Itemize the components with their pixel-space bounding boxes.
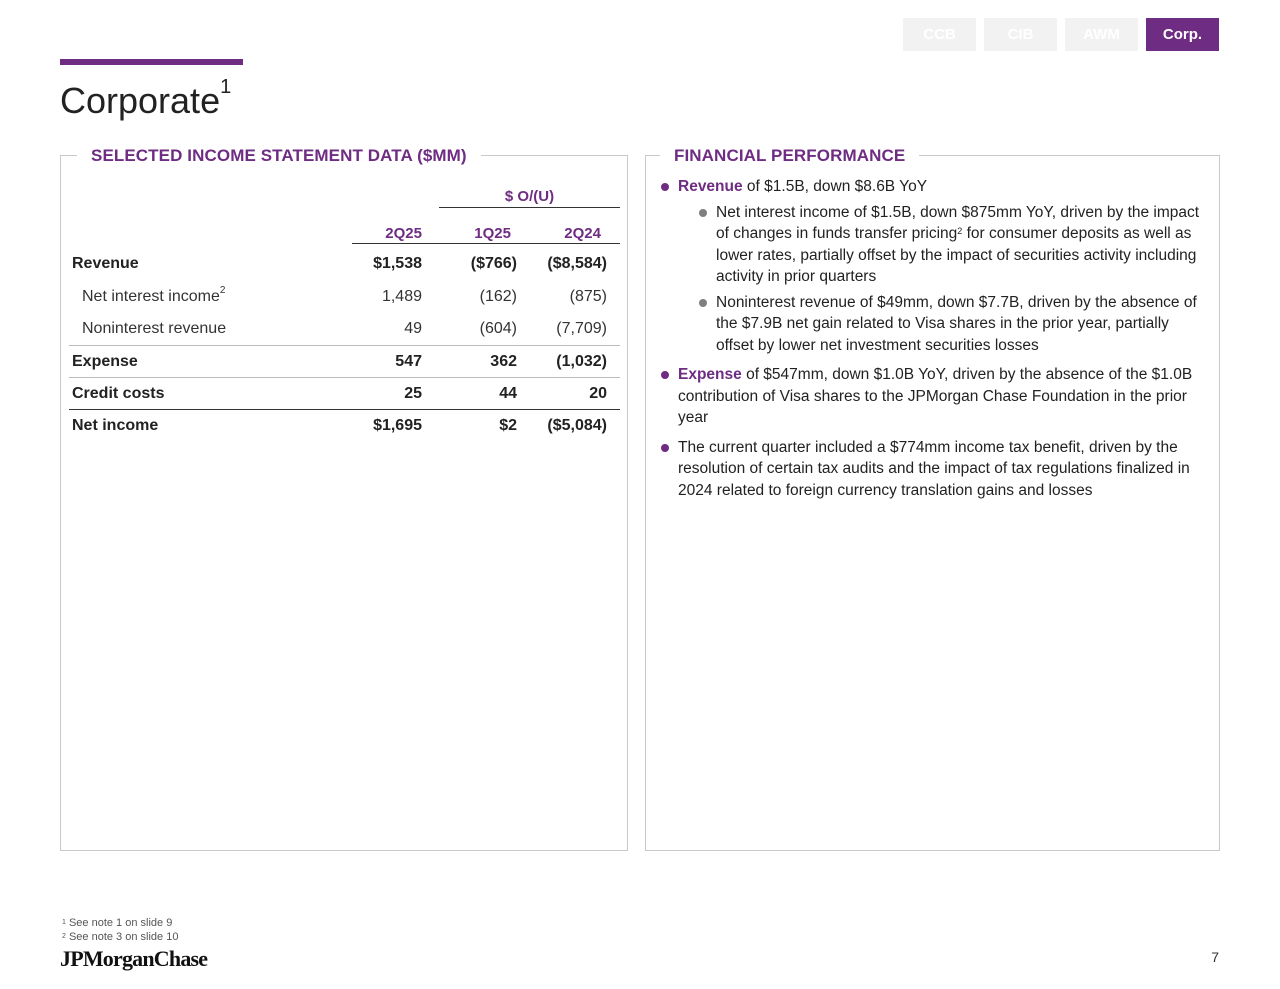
- row-label: Revenue: [72, 255, 139, 272]
- sub-bullet-noninterest-revenue: Noninterest revenue of $49mm, down $7.7B, driven by the absence of the $7.9B net gain related to Visa shares in the prior year, partially offset by lower net investment securities losses: [678, 292, 1210, 357]
- cell-2q25: $1,538: [373, 255, 422, 272]
- row-footnote-ref: 2: [219, 285, 226, 296]
- bullet-text: The current quarter included a $774mm income tax benefit, driven by the resolution of certain tax audits and the impact of tax regulations finalized in 2024 related to foreign currency translation gains and losses: [678, 438, 1190, 499]
- bullet-expense: [658, 364, 1210, 429]
- bullet-emphasis: Expense: [678, 366, 742, 383]
- footnote-2: [62, 930, 178, 944]
- page-title-footnote-ref: 1: [220, 76, 232, 98]
- sub-bullet-text-b: for consumer deposits as well as lower rates, partially offset by the impact of securities activity including activity in prior quarters: [716, 225, 1197, 285]
- footnote-1: [62, 916, 178, 930]
- cell-2q25: 25: [404, 385, 422, 402]
- cell-2q25: 49: [404, 320, 422, 337]
- cell-2q24: (7,709): [556, 320, 607, 337]
- segment-nav: [903, 18, 1219, 51]
- table-row-revenue: [69, 248, 620, 280]
- jpmorganchase-logo: JPMorganChase: [60, 946, 208, 971]
- row-label: Net income: [72, 417, 159, 434]
- table-row-credit-costs: [69, 377, 620, 409]
- sub-bullet-text-a: Net interest income of $1.5B, down $875mm YoY, driven by the impact of changes in funds transfer pricing: [716, 203, 1200, 242]
- tab-corp[interactable]: Corp.: [1146, 18, 1219, 51]
- tab-awm[interactable]: AWM: [1065, 18, 1138, 51]
- page-title: [60, 76, 232, 122]
- over-under-header: $ O/(U): [439, 188, 620, 208]
- table-row-noninterest-revenue: [69, 313, 620, 345]
- page-number: 7: [1211, 949, 1219, 965]
- row-label: Expense: [72, 353, 138, 370]
- bullet-tax-benefit: [658, 437, 1210, 502]
- row-label: Noninterest revenue: [82, 320, 227, 337]
- cell-2q24: (1,032): [556, 353, 607, 370]
- cell-1q25: 44: [499, 385, 517, 402]
- income-statement-heading: SELECTED INCOME STATEMENT DATA ($MM): [77, 146, 481, 166]
- cell-2q24: (875): [569, 288, 607, 305]
- row-label: Credit costs: [72, 385, 165, 402]
- footnote-marker: 1: [62, 919, 66, 926]
- performance-bullets: [658, 176, 1210, 509]
- cell-1q25: (604): [479, 320, 517, 337]
- footnotes: [62, 916, 178, 944]
- page-title-text: Corporate: [60, 80, 221, 121]
- tab-cib[interactable]: CIB: [984, 18, 1057, 51]
- cell-2q25: $1,695: [373, 417, 422, 434]
- income-statement-panel: [60, 146, 628, 851]
- cell-2q25: 1,489: [381, 288, 422, 305]
- bullet-revenue: [658, 176, 1210, 356]
- footnote-marker: 2: [62, 933, 66, 940]
- column-header-rule: [352, 243, 620, 244]
- financial-performance-heading: FINANCIAL PERFORMANCE: [660, 146, 919, 166]
- footnote-text: See note 3 on slide 10: [65, 931, 179, 943]
- column-header-2q25: 2Q25: [385, 225, 422, 242]
- cell-1q25: ($766): [470, 255, 517, 272]
- footnote-text: See note 1 on slide 9: [65, 917, 173, 929]
- tab-ccb[interactable]: CCB: [903, 18, 976, 51]
- financial-performance-panel: [645, 146, 1220, 851]
- cell-2q24: ($8,584): [547, 255, 607, 272]
- cell-2q24: 20: [589, 385, 607, 402]
- table-row-expense: [69, 345, 620, 377]
- bullet-text: of $1.5B, down $8.6B YoY: [742, 178, 928, 195]
- sub-bullet-net-interest-income: [678, 202, 1210, 288]
- table-row-net-income: [69, 409, 620, 441]
- row-label: [82, 285, 226, 306]
- cell-2q25: 547: [395, 353, 422, 370]
- cell-1q25: $2: [499, 417, 517, 434]
- bullet-emphasis: Revenue: [678, 178, 743, 195]
- row-label-text: Net interest income: [82, 288, 220, 305]
- table-row-net-interest-income: [69, 281, 620, 313]
- cell-1q25: 362: [490, 353, 517, 370]
- bullet-text: of $547mm, down $1.0B YoY, driven by the absence of the $1.0B contribution of Visa shares to the JPMorgan Chase Foundation in the prior year: [678, 366, 1193, 426]
- cell-1q25: (162): [479, 288, 517, 305]
- title-accent-bar: [60, 59, 243, 65]
- cell-2q24: ($5,084): [547, 417, 607, 434]
- column-header-1q25: 1Q25: [474, 225, 511, 242]
- column-header-2q24: 2Q24: [564, 225, 601, 242]
- sub-bullet-footnote-ref: 2: [957, 226, 963, 236]
